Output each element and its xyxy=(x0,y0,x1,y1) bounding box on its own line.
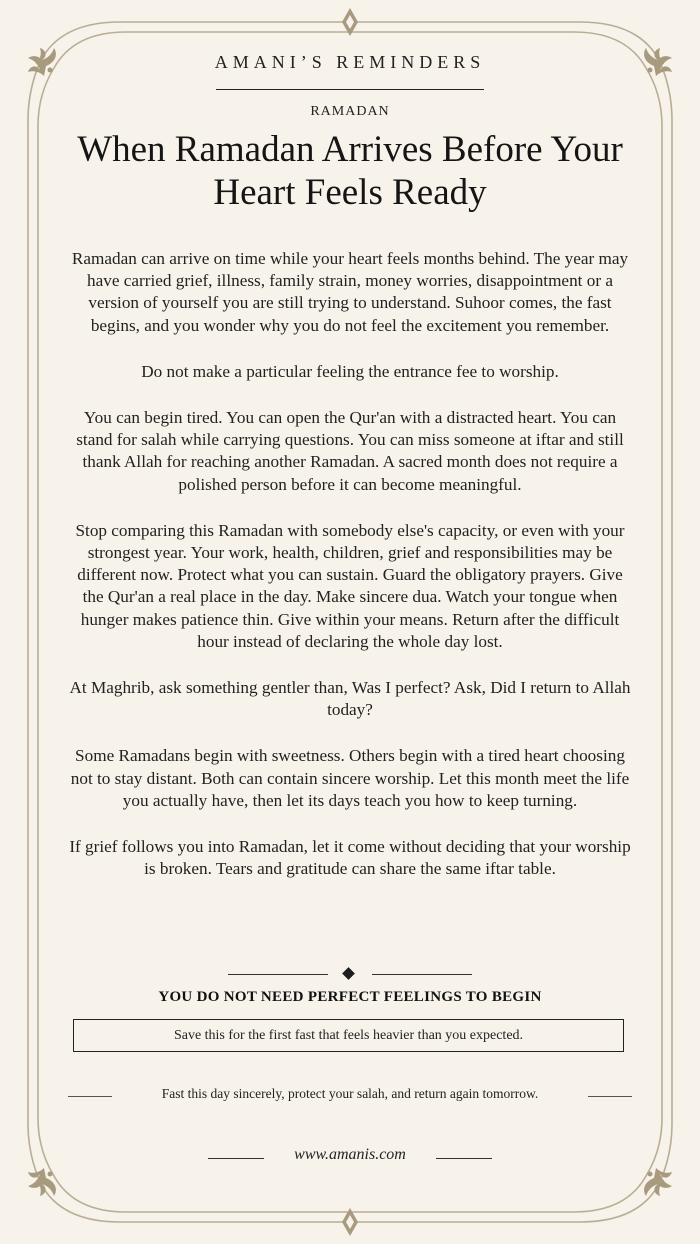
closing-headline: YOU DO NOT NEED PERFECT FEELINGS TO BEGIN xyxy=(158,989,542,1005)
paragraph: Stop comparing this Ramadan with somebody else's capacity, or even with your strongest year. Your work, health, children, grief and responsibilities may be different now. Protect what you can sustain. Guard the obligatory prayers. Give the Qur'an a real place in the day. Make sincere dua. Watch your tongue when hunger makes patience thin. Give within your means. Return after the difficult hour instead of declaring the whole day lost. xyxy=(75,520,625,651)
paragraph: If grief follows you into Ramadan, let it come without deciding that your worship is broken. Tears and gratitude can share the same iftar table. xyxy=(69,837,631,879)
closing-text: Fast this day sincerely, protect your salah, and return again tomorrow. xyxy=(161,1086,539,1101)
article-body xyxy=(66,248,634,904)
paragraph: You can begin tired. You can open the Qur'an with a distracted heart. You can stand for salah while carrying questions. You can miss someone at iftar and still thank Allah for reaching another Ramadan. A sacred month does not require a polished person before it can become meaningful. xyxy=(76,408,624,494)
paragraph: Do not make a particular feeling the entrance fee to worship. xyxy=(141,361,559,381)
paragraph: Some Ramadans begin with sweetness. Others begin with a tired heart choosing not to stay distant. Both can contain sincere worship. Let this month meet the life you actually have, then let its days teach you how to keep turning. xyxy=(70,746,630,810)
diamond-icon xyxy=(342,967,355,980)
website-footer xyxy=(208,1146,492,1168)
save-note-box: Save this for the first fast that feels heavier than you expected. xyxy=(73,1019,624,1052)
paragraph: At Maghrib, ask something gentler than, Was I perfect? Ask, Did I return to Allah today? xyxy=(69,678,631,720)
brand-divider xyxy=(216,89,484,90)
paragraph: Ramadan can arrive on time while your heart feels months behind. The year may have carried grief, illness, family strain, money worries, disappointment or a version of yourself you are still trying to understand. Suhoor comes, the fast begins, and you wonder why you do not feel the excitement you remember. xyxy=(71,249,629,335)
website-link[interactable]: www.amanis.com xyxy=(294,1146,406,1163)
closing-line xyxy=(68,1086,632,1106)
category-label: RAMADAN xyxy=(310,104,390,119)
section-divider xyxy=(228,966,472,982)
brand-name: AMANI’S REMINDERS xyxy=(214,52,486,72)
page-title: When Ramadan Arrives Before Your Heart Feels Ready xyxy=(77,129,623,213)
